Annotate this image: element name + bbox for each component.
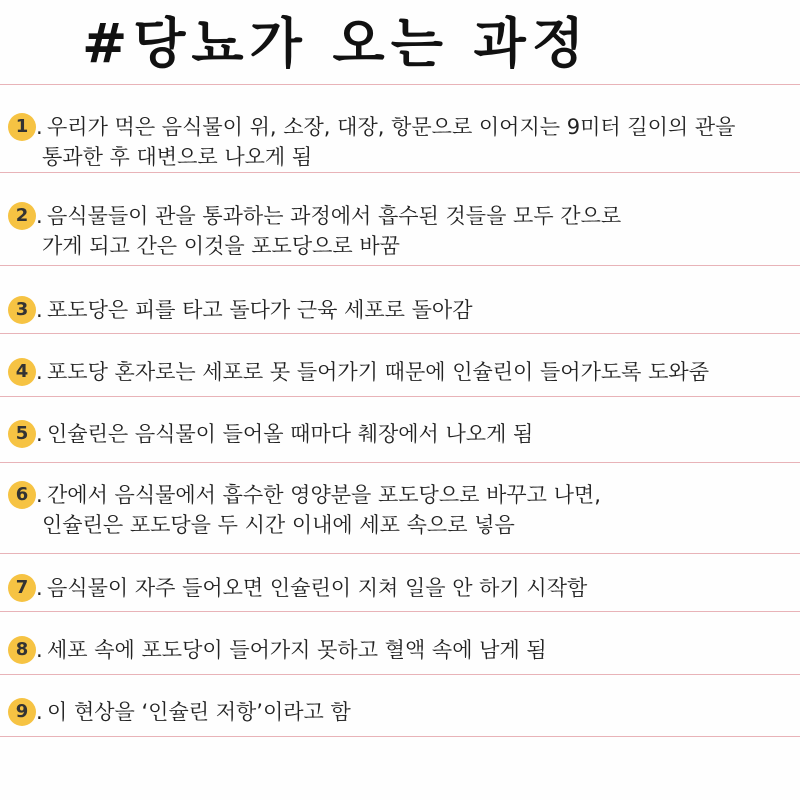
number-badge: 5 [8, 420, 36, 448]
list-item [0, 201, 792, 261]
number-badge: 4 [8, 358, 36, 386]
number-badge: 6 [8, 481, 36, 509]
list-item [0, 573, 792, 603]
number-badge: 7 [8, 574, 36, 602]
list-item-line [0, 142, 792, 172]
number-suffix: . [36, 204, 43, 228]
list-item-text: 이 현상을 ‘인슐린 저항’이라고 함 [47, 700, 351, 724]
ruled-line [0, 333, 800, 334]
list-item [0, 295, 792, 325]
list-item-text: 우리가 먹은 음식물이 위, 소장, 대장, 항문으로 이어지는 9미터 길이의 관을 [47, 115, 736, 139]
number-suffix: . [36, 576, 43, 600]
list-item-line [0, 510, 792, 540]
list-item [0, 697, 792, 727]
ruled-line [0, 611, 800, 612]
list-item-text: 음식물이 자주 들어오면 인슐린이 지쳐 일을 안 하기 시작함 [47, 576, 588, 600]
list-item-line [0, 635, 792, 665]
list-item-text: 포도당은 피를 타고 돌다가 근육 세포로 돌아감 [47, 298, 473, 322]
number-suffix: . [36, 298, 43, 322]
number-badge: 8 [8, 636, 36, 664]
list-item-text: 간에서 음식물에서 흡수한 영양분을 포도당으로 바꾸고 나면, [47, 483, 601, 507]
list-item-line [0, 112, 792, 142]
list-item [0, 480, 792, 540]
list-item-line [0, 201, 792, 231]
list-item-text: 통과한 후 대변으로 나오게 됨 [42, 145, 313, 169]
list-item [0, 112, 792, 172]
ruled-line [0, 736, 800, 737]
ruled-line [0, 674, 800, 675]
number-badge: 3 [8, 296, 36, 324]
list-item-text: 음식물들이 관을 통과하는 과정에서 흡수된 것들을 모두 간으로 [47, 204, 622, 228]
list-item [0, 635, 792, 665]
list-item-text: 가게 되고 간은 이것을 포도당으로 바꿈 [42, 234, 400, 258]
number-badge: 9 [8, 698, 36, 726]
list-item-line [0, 295, 792, 325]
page-title: #당뇨가 오는 과정 [82, 12, 590, 75]
number-badge: 2 [8, 202, 36, 230]
ruled-line [0, 84, 800, 85]
list-item-line [0, 419, 792, 449]
ruled-line [0, 553, 800, 554]
list-item-text: 포도당 혼자로는 세포로 못 들어가기 때문에 인슐린이 들어가도록 도와줌 [47, 360, 709, 384]
ruled-line [0, 462, 800, 463]
list-item [0, 357, 792, 387]
list-item-line [0, 573, 792, 603]
number-suffix: . [36, 638, 43, 662]
list-item-text: 세포 속에 포도당이 들어가지 못하고 혈액 속에 남게 됨 [47, 638, 547, 662]
ruled-line [0, 396, 800, 397]
number-suffix: . [36, 700, 43, 724]
list-item-line [0, 357, 792, 387]
number-suffix: . [36, 360, 43, 384]
list-item-text: 인슐린은 포도당을 두 시간 이내에 세포 속으로 넣음 [42, 513, 515, 537]
number-suffix: . [36, 115, 43, 139]
list-item-text: 인슐린은 음식물이 들어올 때마다 췌장에서 나오게 됨 [47, 422, 534, 446]
list-item-line [0, 697, 792, 727]
number-badge: 1 [8, 113, 36, 141]
number-suffix: . [36, 483, 43, 507]
ruled-line [0, 265, 800, 266]
list-item-line [0, 231, 792, 261]
ruled-line [0, 172, 800, 173]
list-item-line [0, 480, 792, 510]
number-suffix: . [36, 422, 43, 446]
list-item [0, 419, 792, 449]
